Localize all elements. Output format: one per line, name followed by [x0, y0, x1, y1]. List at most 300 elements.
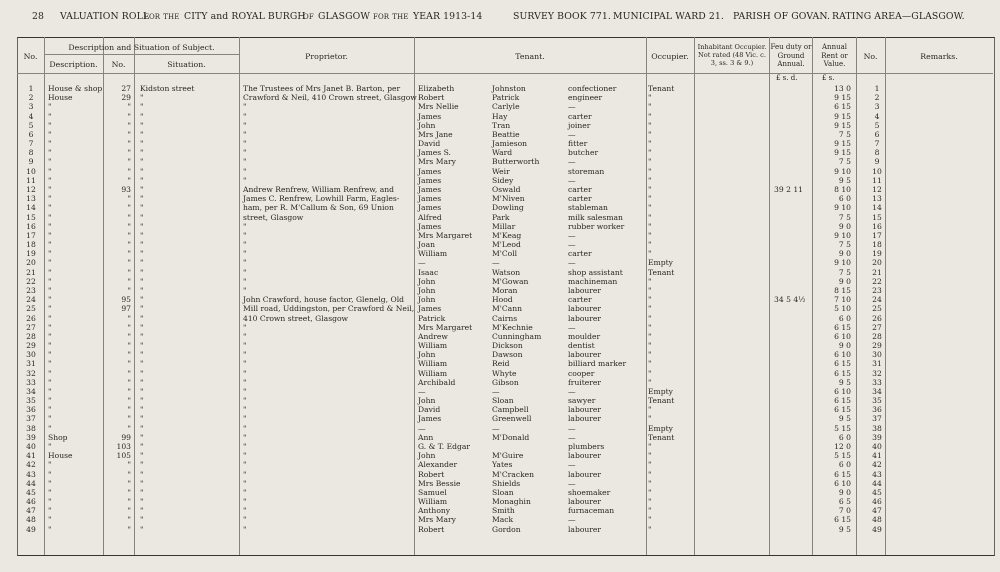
header-annual-rent: Annual Rent or Value.: [821, 43, 848, 68]
row-number: 24: [26, 295, 36, 305]
row-tenant-surname: —: [492, 423, 500, 433]
row-tenant-forename: Mrs Margaret: [418, 322, 473, 332]
row-number-right: 21: [872, 267, 882, 277]
row-number-right: 16: [872, 221, 882, 231]
row-occupier: ": [648, 111, 652, 121]
table-row: [0, 185, 1000, 194]
row-tenant-forename: James: [418, 414, 442, 424]
row-number: 46: [26, 497, 36, 507]
table-row: [0, 424, 1000, 433]
row-number: 35: [26, 396, 36, 406]
row-description: House & shop: [48, 84, 103, 93]
row-occupation: —: [568, 432, 576, 442]
row-proprietor: ": [243, 221, 247, 231]
feu-units: £ s. d.: [776, 74, 798, 82]
row-occupier: ": [648, 276, 652, 286]
table-row: [0, 240, 1000, 249]
title-part-1: VALUATION ROLL: [60, 11, 150, 22]
row-tenant-forename: Robert: [418, 524, 445, 534]
row-annual-rent: 9 15: [834, 93, 851, 103]
row-street-number: ": [127, 368, 131, 378]
row-situation: ": [140, 139, 144, 149]
row-description: ": [48, 258, 52, 268]
row-tenant-forename: William: [418, 359, 448, 369]
header-remarks: Remarks.: [920, 52, 958, 61]
row-number: 26: [26, 313, 36, 323]
row-occupation: labourer: [568, 524, 602, 534]
row-description: ": [48, 184, 52, 194]
row-occupation: —: [568, 322, 576, 332]
row-annual-rent: 9 0: [838, 276, 851, 286]
row-annual-rent: 9 15: [834, 111, 851, 121]
row-proprietor: ": [243, 524, 247, 534]
title-part-5: GLASGOW: [318, 11, 370, 22]
row-number-right: 45: [872, 487, 882, 497]
row-description: ": [48, 487, 52, 497]
row-proprietor: ": [243, 157, 247, 167]
row-description: ": [48, 230, 52, 240]
row-situation: ": [140, 148, 144, 158]
header-no: No.: [23, 52, 38, 61]
row-situation: ": [140, 93, 144, 103]
row-tenant-surname: Dawson: [492, 350, 523, 360]
row-annual-rent: 9 10: [834, 166, 851, 176]
row-tenant-surname: Dowling: [492, 203, 524, 213]
row-occupier: ": [648, 203, 652, 213]
row-number-right: 2: [874, 93, 880, 103]
row-occupation: labourer: [568, 285, 602, 295]
row-occupation: plumbers: [568, 442, 605, 452]
row-annual-rent: 6 10: [834, 350, 851, 360]
row-proprietor: ": [243, 285, 247, 295]
row-number: 15: [26, 212, 36, 222]
row-annual-rent: 6 0: [838, 460, 851, 470]
row-street-number: ": [127, 515, 131, 525]
row-occupier: ": [648, 295, 652, 305]
row-tenant-surname: —: [492, 386, 500, 396]
header-number: No.: [111, 60, 126, 69]
row-situation: ": [140, 157, 144, 167]
row-description: ": [48, 350, 52, 360]
rent-units: £ s.: [822, 74, 835, 82]
row-number: 41: [26, 451, 36, 461]
row-occupation: labourer: [568, 405, 602, 415]
row-annual-rent: 9 15: [834, 120, 851, 130]
row-street-number: 93: [121, 184, 131, 194]
row-annual-rent: 9 15: [834, 148, 851, 158]
row-description: ": [48, 295, 52, 305]
row-tenant-surname: —: [492, 258, 500, 268]
row-proprietor: ": [243, 258, 247, 268]
row-occupation: labourer: [568, 313, 602, 323]
row-occupation: machineman: [568, 276, 618, 286]
row-occupier: ": [648, 497, 652, 507]
row-occupation: labourer: [568, 469, 602, 479]
row-number: 49: [26, 524, 36, 534]
row-street-number: 97: [121, 304, 131, 314]
row-tenant-surname: Monaghin: [492, 497, 531, 507]
row-tenant-surname: M'Gowan: [492, 276, 529, 286]
row-number-right: 12: [872, 184, 882, 194]
row-description: ": [48, 129, 52, 139]
row-annual-rent: 6 15: [834, 469, 851, 479]
table-row: [0, 203, 1000, 212]
row-tenant-forename: James: [418, 111, 442, 121]
row-occupier: ": [648, 405, 652, 415]
row-proprietor: ": [243, 102, 247, 112]
row-occupation: —: [568, 240, 576, 250]
row-tenant-surname: M'Guire: [492, 451, 524, 461]
table-row: [0, 414, 1000, 423]
row-street-number: 29: [121, 93, 131, 103]
row-description: ": [48, 368, 52, 378]
row-number-right: 33: [872, 377, 882, 387]
row-occupation: —: [568, 386, 576, 396]
title-part-6: for the: [373, 11, 409, 22]
row-number: 8: [28, 148, 34, 158]
row-annual-rent: 6 15: [834, 396, 851, 406]
row-number-right: 28: [872, 331, 882, 341]
row-number: 22: [26, 276, 36, 286]
row-tenant-forename: Mrs Bessie: [418, 478, 461, 488]
row-tenant-surname: M'Donald: [492, 432, 530, 442]
row-occupation: stableman: [568, 203, 608, 213]
row-description: ": [48, 377, 52, 387]
row-proprietor: ": [243, 230, 247, 240]
row-occupation: milk salesman: [568, 212, 623, 222]
row-annual-rent: 9 0: [838, 341, 851, 351]
header-inhabitant-occupier: Inhabitant Occupier. Not rated (48 Vic. c. 3, ss. 3 & 9.): [697, 43, 767, 67]
row-street-number: ": [127, 212, 131, 222]
row-number-right: 6: [874, 129, 880, 139]
row-annual-rent: 7 5: [838, 212, 851, 222]
row-tenant-surname: Yates: [492, 460, 513, 470]
row-occupier: Empty: [648, 386, 673, 396]
row-tenant-forename: James: [418, 203, 442, 213]
table-row: [0, 350, 1000, 359]
table-row: [0, 139, 1000, 148]
parish: PARISH OF GOVAN.: [733, 11, 831, 22]
row-situation: ": [140, 129, 144, 139]
table-row: [0, 488, 1000, 497]
row-tenant-surname: Park: [492, 212, 510, 222]
row-proprietor: ": [243, 386, 247, 396]
row-number-right: 4: [874, 111, 880, 121]
row-annual-rent: 5 10: [834, 304, 851, 314]
row-annual-rent: 9 5: [838, 414, 851, 424]
row-tenant-forename: James: [418, 304, 442, 314]
row-tenant-surname: M'Niven: [492, 194, 525, 204]
row-street-number: ": [127, 230, 131, 240]
row-tenant-forename: David: [418, 405, 441, 415]
row-tenant-forename: John: [418, 285, 436, 295]
row-tenant-forename: —: [418, 386, 426, 396]
row-annual-rent: 6 10: [834, 386, 851, 396]
row-situation: ": [140, 350, 144, 360]
row-street-number: 95: [121, 295, 131, 305]
table-row: [0, 286, 1000, 295]
row-description: ": [48, 148, 52, 158]
row-annual-rent: 7 5: [838, 129, 851, 139]
row-tenant-surname: Moran: [492, 285, 518, 295]
table-row: [0, 323, 1000, 332]
row-tenant-forename: John: [418, 396, 436, 406]
row-occupation: —: [568, 258, 576, 268]
row-occupier: ": [648, 460, 652, 470]
row-situation: ": [140, 368, 144, 378]
row-description: ": [48, 386, 52, 396]
row-tenant-surname: Campbell: [492, 405, 529, 415]
row-number-right: 42: [872, 460, 882, 470]
row-occupation: cooper: [568, 368, 595, 378]
row-occupier: ": [648, 487, 652, 497]
table-row: [0, 405, 1000, 414]
header-no-right: No.: [863, 52, 878, 61]
row-tenant-surname: M'Keag: [492, 230, 522, 240]
row-street-number: ": [127, 249, 131, 259]
row-number-right: 22: [872, 276, 882, 286]
row-number-right: 15: [872, 212, 882, 222]
row-tenant-forename: Mrs Margaret: [418, 230, 473, 240]
row-annual-rent: 9 10: [834, 203, 851, 213]
row-street-number: ": [127, 331, 131, 341]
row-tenant-forename: Andrew: [418, 331, 448, 341]
row-occupation: joiner: [568, 120, 591, 130]
row-street-number: ": [127, 497, 131, 507]
row-tenant-forename: Alfred: [418, 212, 442, 222]
row-tenant-surname: M'Cracken: [492, 469, 535, 479]
row-tenant-surname: Jamieson: [492, 139, 528, 149]
row-occupier: Tenant: [648, 396, 675, 406]
row-number: 17: [26, 230, 36, 240]
row-street-number: ": [127, 221, 131, 231]
row-occupier: ": [648, 451, 652, 461]
row-occupation: sawyer: [568, 396, 596, 406]
row-number: 11: [26, 175, 36, 185]
row-number-right: 48: [872, 515, 882, 525]
header-feu-duty: Feu duty or Ground Annual.: [770, 43, 812, 68]
table-row: [0, 249, 1000, 258]
row-street-number: ": [127, 313, 131, 323]
row-description: ": [48, 460, 52, 470]
title-part-7: YEAR 1913-14: [413, 11, 483, 22]
rating-area: RATING AREA—GLASGOW.: [832, 11, 965, 22]
row-annual-rent: 9 5: [838, 377, 851, 387]
row-number-right: 14: [872, 203, 882, 213]
row-tenant-forename: Mrs Jane: [418, 129, 453, 139]
row-situation: ": [140, 442, 144, 452]
row-annual-rent: 9 5: [838, 524, 851, 534]
row-description: ": [48, 267, 52, 277]
row-situation: ": [140, 166, 144, 176]
row-description: ": [48, 396, 52, 406]
row-street-number: ": [127, 350, 131, 360]
row-description: ": [48, 285, 52, 295]
row-proprietor: ": [243, 368, 247, 378]
row-occupier: ": [648, 175, 652, 185]
row-situation: ": [140, 322, 144, 332]
row-occupier: ": [648, 442, 652, 452]
table-row: [0, 121, 1000, 130]
row-tenant-surname: Carlyle: [492, 102, 520, 112]
row-situation: ": [140, 331, 144, 341]
row-number: 18: [26, 240, 36, 250]
row-number: 2: [28, 93, 34, 103]
title-part-4: of: [303, 11, 314, 22]
row-occupier: ": [648, 249, 652, 259]
row-occupier: ": [648, 515, 652, 525]
row-tenant-surname: Mack: [492, 515, 514, 525]
row-description: ": [48, 405, 52, 415]
row-tenant-forename: Mrs Nellie: [418, 102, 459, 112]
row-annual-rent: 6 15: [834, 322, 851, 332]
row-street-number: ": [127, 423, 131, 433]
table-row: [0, 451, 1000, 460]
row-occupier: Tenant: [648, 267, 675, 277]
row-occupier: ": [648, 148, 652, 158]
row-proprietor: ": [243, 460, 247, 470]
row-occupation: —: [568, 478, 576, 488]
row-description: ": [48, 175, 52, 185]
table-row: [0, 433, 1000, 442]
row-proprietor: The Trustees of Mrs Janet B. Barton, per: [243, 84, 401, 93]
row-proprietor: ": [243, 331, 247, 341]
row-proprietor: ": [243, 497, 247, 507]
row-number: 14: [26, 203, 36, 213]
row-tenant-surname: Hood: [492, 295, 513, 305]
row-tenant-forename: John: [418, 295, 436, 305]
table-row: [0, 148, 1000, 157]
row-situation: ": [140, 175, 144, 185]
row-number: 10: [26, 166, 36, 176]
row-description: ": [48, 166, 52, 176]
row-occupier: ": [648, 139, 652, 149]
row-tenant-forename: William: [418, 249, 448, 259]
row-street-number: ": [127, 460, 131, 470]
row-proprietor: ": [243, 276, 247, 286]
row-tenant-surname: Sloan: [492, 487, 514, 497]
row-tenant-surname: M'Coll: [492, 249, 518, 259]
row-street-number: ": [127, 469, 131, 479]
table-row: [0, 332, 1000, 341]
row-number: 16: [26, 221, 36, 231]
row-tenant-forename: Alexander: [418, 460, 458, 470]
row-tenant-surname: Sidey: [492, 175, 514, 185]
row-situation: ": [140, 423, 144, 433]
row-number: 31: [26, 359, 36, 369]
row-number-right: 7: [874, 139, 880, 149]
row-occupier: ": [648, 93, 652, 103]
row-situation: ": [140, 285, 144, 295]
row-situation: ": [140, 396, 144, 406]
row-occupation: billiard marker: [568, 359, 627, 369]
row-number-right: 27: [872, 322, 882, 332]
row-tenant-forename: David: [418, 139, 441, 149]
page-number: 28: [32, 11, 45, 22]
row-street-number: ": [127, 102, 131, 112]
row-proprietor: ": [243, 515, 247, 525]
row-annual-rent: 5 15: [834, 451, 851, 461]
row-proprietor: ": [243, 432, 247, 442]
header-tenant: Tenant.: [515, 52, 545, 61]
row-occupation: carter: [568, 295, 592, 305]
row-number-right: 23: [872, 285, 882, 295]
row-annual-rent: 6 15: [834, 368, 851, 378]
row-occupation: carter: [568, 111, 592, 121]
row-tenant-surname: Oswald: [492, 184, 521, 194]
table-row: [0, 130, 1000, 139]
row-occupation: storeman: [568, 166, 605, 176]
row-situation: ": [140, 203, 144, 213]
municipal-ward: MUNICIPAL WARD 21.: [613, 11, 724, 22]
row-number: 39: [26, 432, 36, 442]
row-number: 12: [26, 184, 36, 194]
row-occupier: ": [648, 506, 652, 516]
row-number-right: 5: [874, 120, 880, 130]
row-street-number: 99: [121, 432, 131, 442]
row-number-right: 17: [872, 230, 882, 240]
row-proprietor: ": [243, 129, 247, 139]
row-tenant-forename: Ann: [418, 432, 434, 442]
row-tenant-forename: Anthony: [418, 506, 451, 516]
row-tenant-forename: James: [418, 175, 442, 185]
row-number: 6: [28, 129, 34, 139]
row-situation: ": [140, 515, 144, 525]
row-tenant-forename: John: [418, 451, 436, 461]
row-occupier: ": [648, 194, 652, 204]
row-occupation: —: [568, 129, 576, 139]
row-number: 7: [28, 139, 34, 149]
row-street-number: ": [127, 240, 131, 250]
row-tenant-forename: Robert: [418, 469, 445, 479]
row-situation: ": [140, 377, 144, 387]
table-row: [0, 515, 1000, 524]
table-row: [0, 442, 1000, 451]
row-street-number: ": [127, 322, 131, 332]
row-tenant-surname: Greenwell: [492, 414, 532, 424]
row-number-right: 41: [872, 451, 882, 461]
row-tenant-surname: Hay: [492, 111, 508, 121]
row-situation: ": [140, 212, 144, 222]
row-proprietor: ": [243, 166, 247, 176]
row-number: 30: [26, 350, 36, 360]
row-annual-rent: 7 10: [834, 295, 851, 305]
row-occupation: —: [568, 515, 576, 525]
row-annual-rent: 8 10: [834, 184, 851, 194]
row-number: 1: [28, 84, 34, 93]
row-street-number: ": [127, 341, 131, 351]
row-occupier: ": [648, 331, 652, 341]
row-annual-rent: 7 5: [838, 157, 851, 167]
row-number: 32: [26, 368, 36, 378]
row-annual-rent: 6 0: [838, 194, 851, 204]
row-proprietor: ": [243, 377, 247, 387]
table-row: [0, 314, 1000, 323]
row-occupier: ": [648, 184, 652, 194]
row-situation: ": [140, 304, 144, 314]
row-tenant-surname: Beattie: [492, 129, 520, 139]
row-number-right: 31: [872, 359, 882, 369]
row-situation: ": [140, 341, 144, 351]
row-number: 34: [26, 386, 36, 396]
row-situation: ": [140, 120, 144, 130]
row-occupation: dentist: [568, 341, 595, 351]
row-occupation: labourer: [568, 451, 602, 461]
row-proprietor: ": [243, 322, 247, 332]
row-street-number: 103: [116, 442, 131, 452]
row-proprietor: ": [243, 442, 247, 452]
row-proprietor: 410 Crown street, Glasgow: [243, 313, 349, 323]
